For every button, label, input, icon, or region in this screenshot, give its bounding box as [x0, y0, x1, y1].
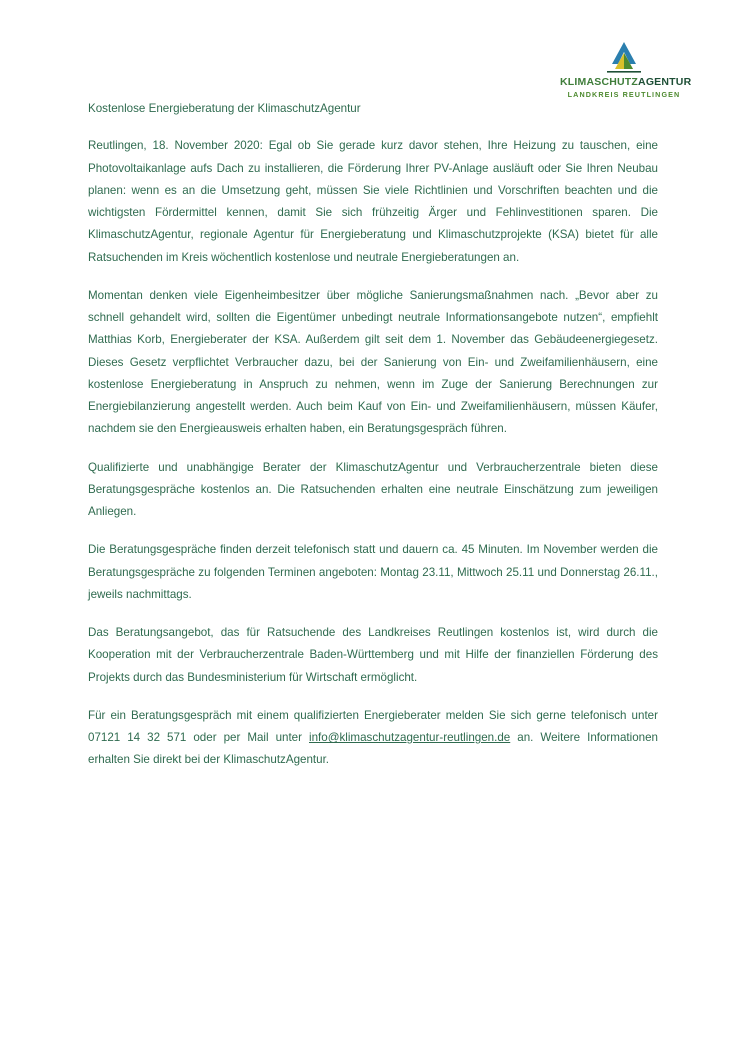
paragraph-6 [88, 705, 658, 772]
page-title: Kostenlose Energieberatung der KlimaschutzAgentur [88, 102, 361, 115]
paragraph-3: Qualifizierte und unabhängige Berater der KlimaschutzAgentur und Verbraucherzentrale bieten diese Beratungsgespräche kostenlos an. Die Ratsuchenden erhalten eine neutrale Einschätzung zum jeweiligen Anliegen. [88, 460, 658, 519]
klimaschutzagentur-logo-mark [604, 40, 644, 74]
paragraph-4: Die Beratungsgespräche finden derzeit telefonisch statt und dauern ca. 45 Minuten. Im November werden die Beratungsgespräche zu folgenden Terminen angeboten: Montag 23.11, Mittwoch 25.11 und Donnerstag 26.11., jeweils nachmittags. [88, 543, 658, 601]
logo [560, 40, 692, 99]
email-link[interactable]: info@klimaschutzagentur-reutlingen.de [309, 731, 511, 745]
document-body [88, 100, 658, 772]
logo-word-part1: KLIMASCHUTZ [560, 76, 639, 88]
paragraph-1: Reutlingen, 18. November 2020: Egal ob Sie gerade kurz davor stehen, Ihre Heizung zu tauschen, eine Photovoltaikanlage aufs Dach zu installieren, die Förderung Ihrer PV-Anlage ausläuft oder Sie Ihren Neubau planen: wenn es an die Umsetzung geht, müssen Sie viele Richtlinien und Vorschriften beachten und die wichtigsten Fördermittel kennen, damit Sie sich frühzeitig Ärger und Fehlinvestitionen sparen. Die KlimaschutzAgentur, regionale Agentur für Energieberatung und Klimaschutzprojekte (KSA) bietet für alle Ratsuchenden im Kreis wöchentlich kostenlose und neutrale Energieberatungen an. [88, 139, 658, 264]
logo-word-part2: AGENTUR [638, 76, 692, 88]
paragraph-2: Momentan denken viele Eigenheimbesitzer über mögliche Sanierungsmaßnahmen nach. „Bevor aber zu schnell gehandelt wird, sollten die Eigentümer unbedingt neutrale Informationsangebote nutzen“, empfiehlt Matthias Korb, Energieberater der KSA. Außerdem gilt seit dem 1. November das Gebäudeenergiegesetz. Dieses Gesetz verpflichtet Verbraucher dazu, bei der Sanierung von Ein- und Zweifamilienhäusern, eine kostenlose Energieberatung in Anspruch zu nehmen, wenn im Zuge der Sanierung Berechnungen zur Energiebilanzierung angestellt werden. Auch beim Kauf von Ein- und Zweifamilienhäusern, müssen Käufer, nachdem sie den Energieausweis erhalten haben, ein Beratungsgespräch führen. [88, 288, 658, 436]
paragraph-6-before-link: Für ein Beratungsgespräch mit einem qualifizierten Energieberater melden Sie sich gerne telefonisch unter 07121 14 32 571 oder per Mail unter [88, 708, 658, 745]
logo-subtitle: LANDKREIS REUTLINGEN [567, 89, 681, 99]
paragraph-5: Das Beratungsangebot, das für Ratsuchende des Landkreises Reutlingen kostenlos ist, wird durch die Kooperation mit der Verbraucherzentrale Baden-Württemberg und mit Hilfe der finanziellen Förderung des Projekts durch das Bundesministerium für Wirtschaft ermöglicht. [88, 626, 658, 684]
paragraph-6-after-link: an. Weitere Informationen erhalten Sie direkt bei der KlimaschutzAgentur. [88, 731, 658, 767]
logo-wordmark [560, 76, 692, 89]
